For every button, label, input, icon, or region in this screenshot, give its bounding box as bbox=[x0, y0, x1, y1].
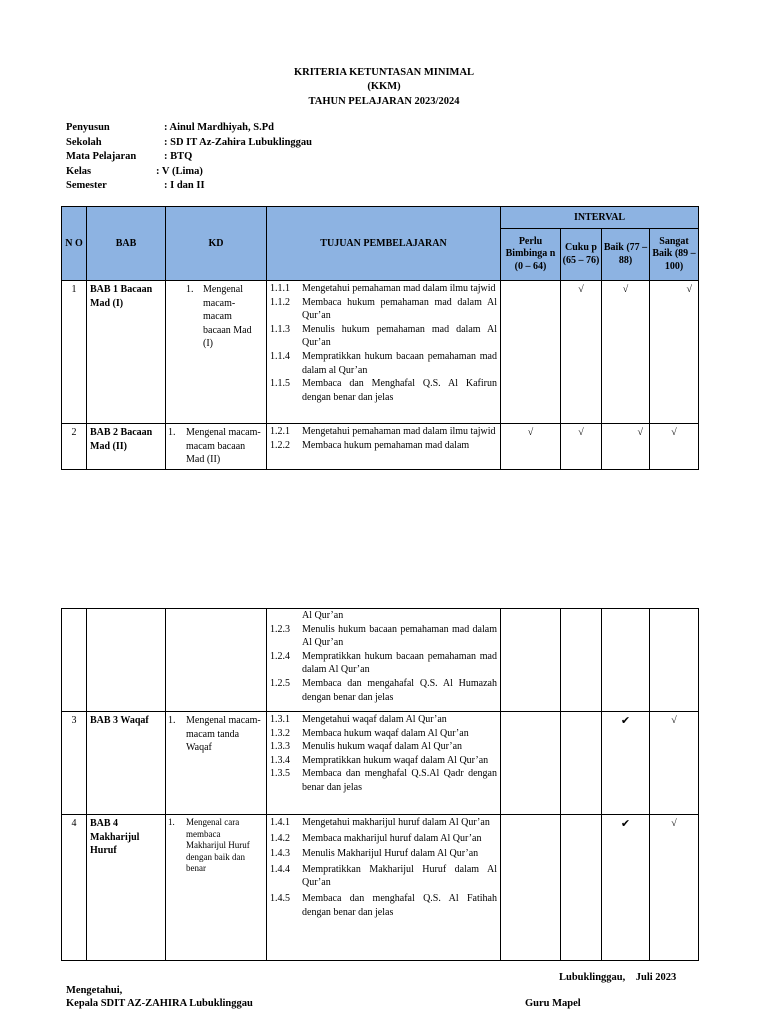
row-bab: BAB 2 Bacaan Mad (II) bbox=[87, 424, 166, 470]
tujuan-text: Menulis hukum bacaan pemahaman mad dalam Al Qur’an bbox=[302, 623, 497, 649]
kd-number: 1. bbox=[186, 284, 194, 295]
row-tujuan bbox=[267, 281, 501, 424]
signature-left bbox=[66, 984, 253, 1010]
check-cukup bbox=[561, 609, 602, 712]
row-bab: BAB 3 Waqaf bbox=[87, 712, 166, 815]
kd-text: Mengenal cara membaca Makharijul Huruf dengan baik dan benar bbox=[186, 817, 250, 873]
header-tujuan: TUJUAN PEMBELAJARAN bbox=[267, 207, 501, 281]
meta-label: Sekolah bbox=[66, 136, 102, 148]
check-cukup: √ bbox=[561, 424, 602, 470]
list-item bbox=[270, 296, 497, 323]
guru-mapel-label: Guru Mapel bbox=[525, 998, 581, 1009]
header-baik: Baik (77 – 88) bbox=[602, 229, 650, 281]
document-title bbox=[0, 66, 768, 109]
check-perlu-bimbingan bbox=[501, 281, 561, 424]
kd-text: Mengenal macam-macam bacaan Mad (I) bbox=[203, 284, 252, 350]
table-row bbox=[62, 609, 699, 712]
tujuan-number: 1.4.3 bbox=[270, 848, 290, 860]
row-kd bbox=[166, 712, 267, 815]
tujuan-number: 1.2.3 bbox=[270, 623, 290, 635]
meta-label: Semester bbox=[66, 180, 107, 191]
table-row bbox=[62, 712, 699, 815]
check-cukup bbox=[561, 815, 602, 961]
table-row bbox=[62, 424, 699, 470]
meta-label: Kelas bbox=[66, 165, 92, 177]
signature-date: Lubuklinggau, Juli 2023 bbox=[559, 972, 677, 983]
row-tujuan bbox=[267, 712, 501, 815]
tujuan-text: Membaca hukum pemahaman mad dalam Al Qur’an bbox=[302, 296, 497, 322]
list-item bbox=[270, 282, 497, 296]
meta-label: Mata Pelajaran bbox=[66, 151, 137, 162]
row-no bbox=[62, 609, 87, 712]
tujuan-text: Membaca dan Menghafal Q.S. Al Kafirun dengan benar dan jelas bbox=[302, 378, 497, 403]
tujuan-number: 1.4.1 bbox=[270, 817, 290, 828]
tujuan-number: 1.4.2 bbox=[270, 832, 290, 844]
tujuan-text: Membaca dan mengahafal Q.S. Al Humazah dengan benar dan jelas bbox=[302, 677, 497, 703]
tujuan-text: Membaca makharijul huruf dalam Al Qur’an bbox=[302, 832, 482, 844]
tujuan-number: 1.1.5 bbox=[270, 378, 290, 390]
kd-number: 1. bbox=[168, 427, 176, 438]
tujuan-number: 1.2.2 bbox=[270, 439, 290, 451]
tujuan-number: 1.1.3 bbox=[270, 323, 290, 335]
row-no: 3 bbox=[62, 712, 87, 815]
tujuan-number: 1.2.5 bbox=[270, 677, 290, 689]
tujuan-text: Mempratikkan hukum bacaan pemahaman mad dalam al Qur’an bbox=[302, 350, 497, 376]
tujuan-text: Mempratikkan hukum waqaf dalam Al Qur’an bbox=[302, 754, 489, 766]
row-bab: BAB 1 Bacaan Mad (I) bbox=[87, 281, 166, 424]
tujuan-text: Mengetahui pemahaman mad dalam ilmu tajwid bbox=[302, 426, 496, 437]
table-row bbox=[62, 281, 699, 424]
list-item bbox=[270, 754, 497, 768]
check-sangat-baik: √ bbox=[650, 424, 699, 470]
table-row bbox=[62, 815, 699, 961]
kd-text: Mengenal macam-macam bacaan Mad (II) bbox=[186, 427, 261, 466]
row-no: 4 bbox=[62, 815, 87, 961]
list-item bbox=[270, 377, 497, 404]
tujuan-number: 1.2.1 bbox=[270, 426, 290, 437]
kkm-table-page-2 bbox=[61, 608, 699, 961]
row-tujuan bbox=[267, 424, 501, 470]
tujuan-number: 1.3.5 bbox=[270, 768, 290, 780]
tujuan-number: 1.1.4 bbox=[270, 350, 290, 362]
header-kd: KD bbox=[166, 207, 267, 281]
kkm-table-page-1 bbox=[61, 206, 699, 470]
check-perlu-bimbingan bbox=[501, 815, 561, 961]
check-sangat-baik bbox=[650, 609, 699, 712]
meta-value: : BTQ bbox=[164, 151, 193, 162]
row-tujuan bbox=[267, 815, 501, 961]
list-item bbox=[270, 767, 497, 794]
list-item bbox=[270, 863, 497, 890]
tujuan-number: 1.3.1 bbox=[270, 714, 290, 725]
tujuan-text: Mengetahui pemahaman mad dalam ilmu tajwid bbox=[302, 283, 496, 294]
tujuan-text: Mengetahui waqaf dalam Al Qur’an bbox=[302, 714, 447, 725]
list-item bbox=[270, 650, 497, 677]
check-sangat-baik: √ bbox=[650, 712, 699, 815]
tujuan-text: Al Qur’an bbox=[302, 610, 344, 621]
check-perlu-bimbingan: √ bbox=[501, 424, 561, 470]
kd-number: 1. bbox=[168, 817, 175, 827]
check-baik: √ bbox=[602, 424, 650, 470]
kd-number: 1. bbox=[168, 715, 176, 726]
check-baik bbox=[602, 609, 650, 712]
meta-value: : SD IT Az-Zahira Lubuklinggau bbox=[164, 136, 313, 148]
check-cukup: √ bbox=[561, 281, 602, 424]
check-sangat-baik: √ bbox=[650, 281, 699, 424]
meta-value: : Ainul Mardhiyah, S.Pd bbox=[164, 122, 274, 133]
row-kd bbox=[166, 424, 267, 470]
meta-value: : I dan II bbox=[164, 180, 205, 191]
check-sangat-baik: √ bbox=[650, 815, 699, 961]
row-no: 1 bbox=[62, 281, 87, 424]
check-perlu-bimbingan bbox=[501, 712, 561, 815]
check-perlu-bimbingan bbox=[501, 609, 561, 712]
tujuan-number: 1.3.2 bbox=[270, 727, 290, 739]
check-cukup bbox=[561, 712, 602, 815]
tujuan-text: Membaca dan menghafal Q.S.Al Qadr dengan benar dan jelas bbox=[302, 768, 497, 793]
tujuan-text: Membaca hukum pemahaman mad dalam bbox=[302, 439, 470, 451]
tujuan-text: Mengetahui makharijul huruf dalam Al Qur’an bbox=[302, 817, 490, 828]
tujuan-number: 1.3.3 bbox=[270, 741, 290, 753]
header-perlu-bimbingan: Perlu Bimbinga n (0 – 64) bbox=[501, 229, 561, 281]
header-sangat-baik: Sangat Baik (89 – 100) bbox=[650, 229, 699, 281]
list-item bbox=[270, 847, 497, 861]
list-item bbox=[270, 425, 497, 439]
row-no: 2 bbox=[62, 424, 87, 470]
row-kd bbox=[166, 815, 267, 961]
tujuan-text: Membaca hukum waqaf dalam Al Qur’an bbox=[302, 727, 469, 739]
list-item bbox=[270, 892, 497, 919]
list-item bbox=[270, 727, 497, 741]
tujuan-text: Mempratikkan Makharijul Huruf dalam Al Qur’an bbox=[302, 863, 497, 889]
header-interval: INTERVAL bbox=[501, 207, 699, 229]
row-bab: BAB 4 Makharijul Huruf bbox=[87, 815, 166, 961]
tujuan-text: Membaca dan menghafal Q.S. Al Fatihah dengan benar dan jelas bbox=[302, 892, 497, 918]
tujuan-number: 1.4.4 bbox=[270, 863, 290, 875]
meta-value: : V (Lima) bbox=[156, 165, 203, 177]
row-tujuan bbox=[267, 609, 501, 712]
title-line-1: KRITERIA KETUNTASAN MINIMAL bbox=[293, 67, 475, 78]
list-item bbox=[270, 439, 497, 453]
header-cukup: Cuku p (65 – 76) bbox=[561, 229, 602, 281]
tujuan-number: 1.1.1 bbox=[270, 283, 290, 294]
tujuan-number: 1.2.4 bbox=[270, 650, 290, 662]
list-item bbox=[270, 713, 497, 727]
check-baik: √ bbox=[602, 281, 650, 424]
header-no: N O bbox=[62, 207, 87, 281]
header-bab: BAB bbox=[87, 207, 166, 281]
tujuan-text: Menulis hukum pemahaman mad dalam Al Qur’an bbox=[302, 323, 497, 349]
check-baik: ✔ bbox=[602, 712, 650, 815]
tujuan-text: Menulis Makharijul Huruf dalam Al Qur’an bbox=[302, 848, 479, 860]
list-item bbox=[270, 832, 497, 846]
list-item bbox=[270, 323, 497, 350]
list-item bbox=[270, 816, 497, 830]
tujuan-text: Mempratikkan hukum bacaan pemahaman mad dalam Al Qur’an bbox=[302, 650, 497, 676]
tujuan-text: Menulis hukum waqaf dalam Al Qur’an bbox=[302, 741, 463, 753]
row-kd bbox=[166, 281, 267, 424]
tujuan-number: 1.4.5 bbox=[270, 892, 290, 904]
kd-text: Mengenal macam-macam tanda Waqaf bbox=[186, 715, 261, 754]
list-item bbox=[270, 623, 497, 650]
check-baik: ✔ bbox=[602, 815, 650, 961]
row-kd bbox=[166, 609, 267, 712]
row-bab bbox=[87, 609, 166, 712]
tujuan-number: 1.3.4 bbox=[270, 754, 290, 766]
kepala-label: Kepala SDIT AZ-ZAHIRA Lubuklinggau bbox=[66, 998, 253, 1009]
list-item bbox=[270, 609, 497, 623]
title-line-2: (KKM) bbox=[367, 81, 401, 93]
meta-label: Penyusun bbox=[66, 122, 110, 133]
list-item bbox=[270, 740, 497, 754]
title-line-3: TAHUN PELAJARAN 2023/2024 bbox=[308, 95, 460, 107]
mengetahui-label: Mengetahui, bbox=[66, 985, 123, 996]
tujuan-number: 1.1.2 bbox=[270, 296, 290, 308]
list-item bbox=[270, 677, 497, 704]
list-item bbox=[270, 350, 497, 377]
